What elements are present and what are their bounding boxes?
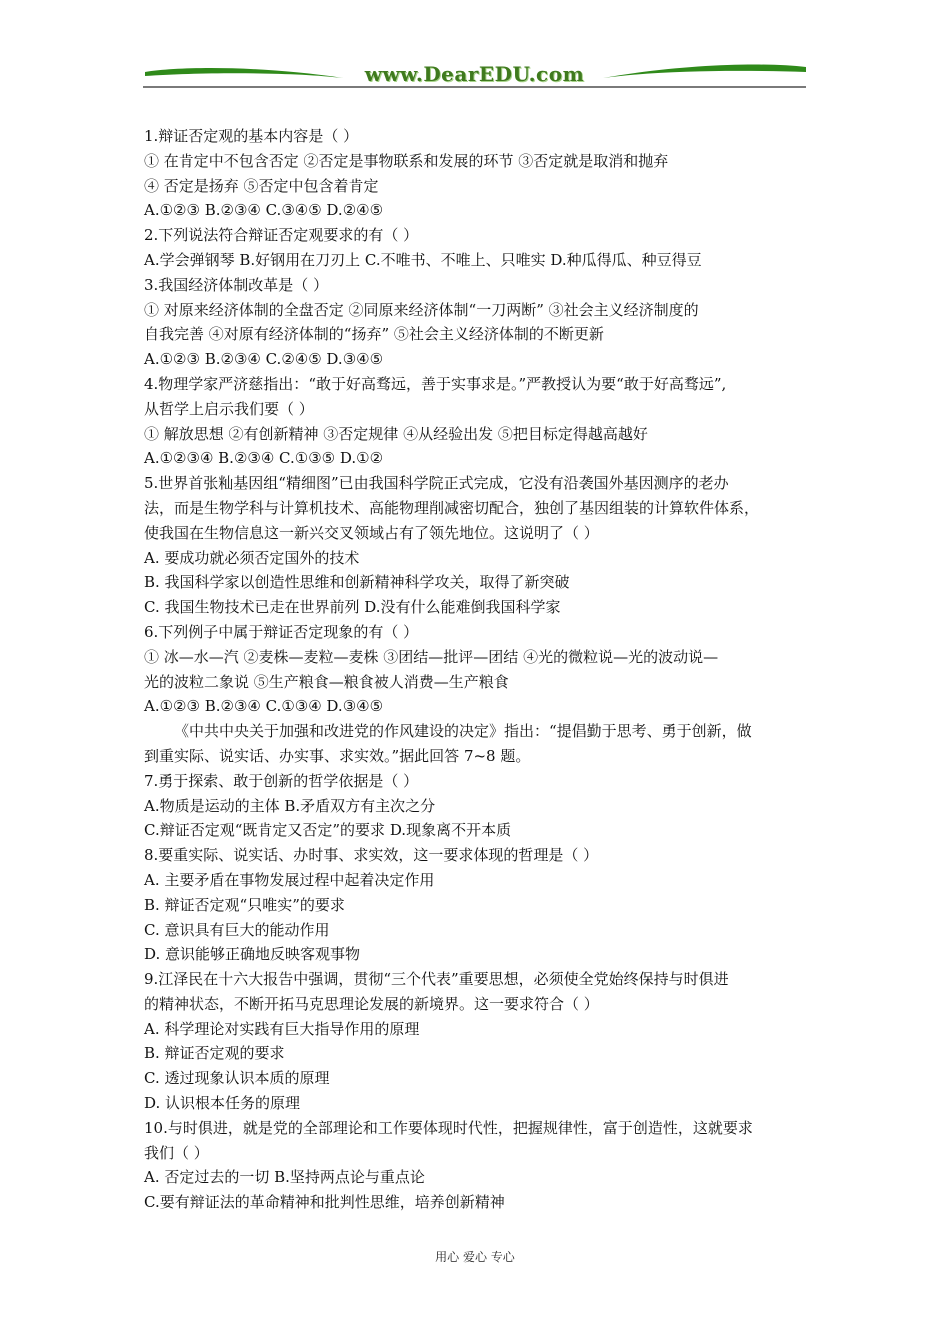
text-line: D. 意识能够正确地反映客观事物 — [144, 945, 361, 964]
text-line: C. 意识具有巨大的能动作用 — [144, 920, 330, 939]
text-line: A. 否定过去的一切 B.坚持两点论与重点论 — [144, 1168, 425, 1187]
text-line: D. 认识根本任务的原理 — [144, 1094, 301, 1113]
text-line: 从哲学上启示我们要（ ） — [144, 399, 314, 418]
text-line: 使我国在生物信息这一新兴交叉领域占有了领先地位。这说明了（ ） — [144, 523, 599, 542]
text-line: C. 透过现象认识本质的原理 — [144, 1069, 330, 1088]
text-line: 《中共中央关于加强和改进党的作风建设的决定》指出：“提倡勤于思考、勇于创新，做 — [174, 722, 752, 741]
text-line: ① 冰—水—汽 ②麦株—麦粒—麦株 ③团结—批评—团结 ④光的微粒说—光的波动说— — [144, 647, 719, 666]
text-line: 自我完善 ④对原有经济体制的“扬弃” ⑤社会主义经济体制的不断更新 — [144, 325, 604, 344]
site-title: www.DearEDU.com — [364, 62, 585, 86]
text-line: B. 辩证否定观的要求 — [144, 1044, 285, 1063]
text-line: 的精神状态，不断开拓马克思理论发展的新境界。这一要求符合（ ） — [144, 994, 599, 1013]
text-line: 7.勇于探索、敢于创新的哲学依据是（ ） — [144, 771, 419, 790]
text-line: A.①②③ B.②③④ C.②④⑤ D.③④⑤ — [144, 350, 384, 369]
text-line: ① 在肯定中不包含否定 ②否定是事物联系和发展的环节 ③否定就是取消和抛弃 — [144, 151, 669, 170]
text-line: 5.世界首张籼基因组“精细图”已由我国科学院正式完成，它没有沿袭国外基因测序的老办 — [144, 474, 729, 493]
text-line: 8.要重实际、说实话、办时事、求实效，这一要求体现的哲理是（ ） — [144, 846, 599, 865]
text-line: 2.下列说法符合辩证否定观要求的有（ ） — [144, 226, 419, 245]
text-line: 到重实际、说实话、办实事、求实效。”据此回答 7~8 题。 — [144, 746, 531, 765]
text-line: A.①②③ B.②③④ C.①③④ D.③④⑤ — [144, 697, 384, 716]
text-line: A.①②③ B.②③④ C.③④⑤ D.②④⑤ — [144, 201, 384, 220]
text-line: 法，而是生物学科与计算机技术、高能物理削减密切配合，独创了基因组装的计算软件体系， — [144, 498, 760, 517]
text-line: C.要有辩证法的革命精神和批判性思维，培养创新精神 — [144, 1193, 505, 1212]
text-line: 我们（ ） — [144, 1143, 209, 1162]
text-line: 10.与时俱进，就是党的全部理论和工作要体现时代性，把握规律性，富于创造性，这就要求 — [144, 1118, 753, 1137]
text-line: 光的波粒二象说 ⑤生产粮食—粮食被人消费—生产粮食 — [144, 672, 509, 691]
text-line: 4.物理学家严济慈指出：“敢于好高骛远，善于实事求是。”严教授认为要“敢于好高骛远”, — [144, 374, 727, 393]
text-line: B. 辩证否定观“只唯实”的要求 — [144, 895, 345, 914]
document-body — [144, 124, 812, 1215]
text-line: 1.辩证否定观的基本内容是（ ） — [144, 127, 359, 145]
text-line: C.辩证否定观“既肯定又否定”的要求 D.现象离不开本质 — [144, 821, 512, 840]
text-line: 3.我国经济体制改革是（ ） — [144, 275, 329, 294]
text-line: ① 对原来经济体制的全盘否定 ②同原来经济体制“一刀两断” ③社会主义经济制度的 — [144, 300, 699, 319]
text-line: A.①②③④ B.②③④ C.①③⑤ D.①② — [144, 449, 384, 468]
text-line: ④ 否定是扬弃 ⑤否定中包含着肯定 — [144, 176, 379, 195]
text-line: C. 我国生物技术已走在世界前列 D.没有什么能难倒我国科学家 — [144, 598, 561, 617]
text-line: A. 要成功就必须否定国外的技术 — [144, 548, 360, 567]
text-line: B. 我国科学家以创造性思维和创新精神科学攻关，取得了新突破 — [144, 573, 570, 592]
text-line: A.学会弹钢琴 B.好钢用在刀刃上 C.不唯书、不唯上、只唯实 D.种瓜得瓜、种豆得豆 — [144, 250, 702, 269]
page-footer: 用心 爱心 专心 — [435, 1250, 515, 1264]
text-line: ① 解放思想 ②有创新精神 ③否定规律 ④从经验出发 ⑤把目标定得越高越好 — [144, 424, 648, 443]
site-header — [143, 58, 806, 92]
text-line: A. 主要矛盾在事物发展过程中起着决定作用 — [144, 870, 435, 889]
text-line: 6.下列例子中属于辩证否定现象的有（ ） — [144, 622, 419, 641]
text-line: A.物质是运动的主体 B.矛盾双方有主次之分 — [144, 796, 436, 815]
text-line: A. 科学理论对实践有巨大指导作用的原理 — [144, 1019, 420, 1038]
text-line: 9.江泽民在十六大报告中强调，贯彻“三个代表”重要思想，必须使全党始终保持与时俱进 — [144, 970, 729, 989]
